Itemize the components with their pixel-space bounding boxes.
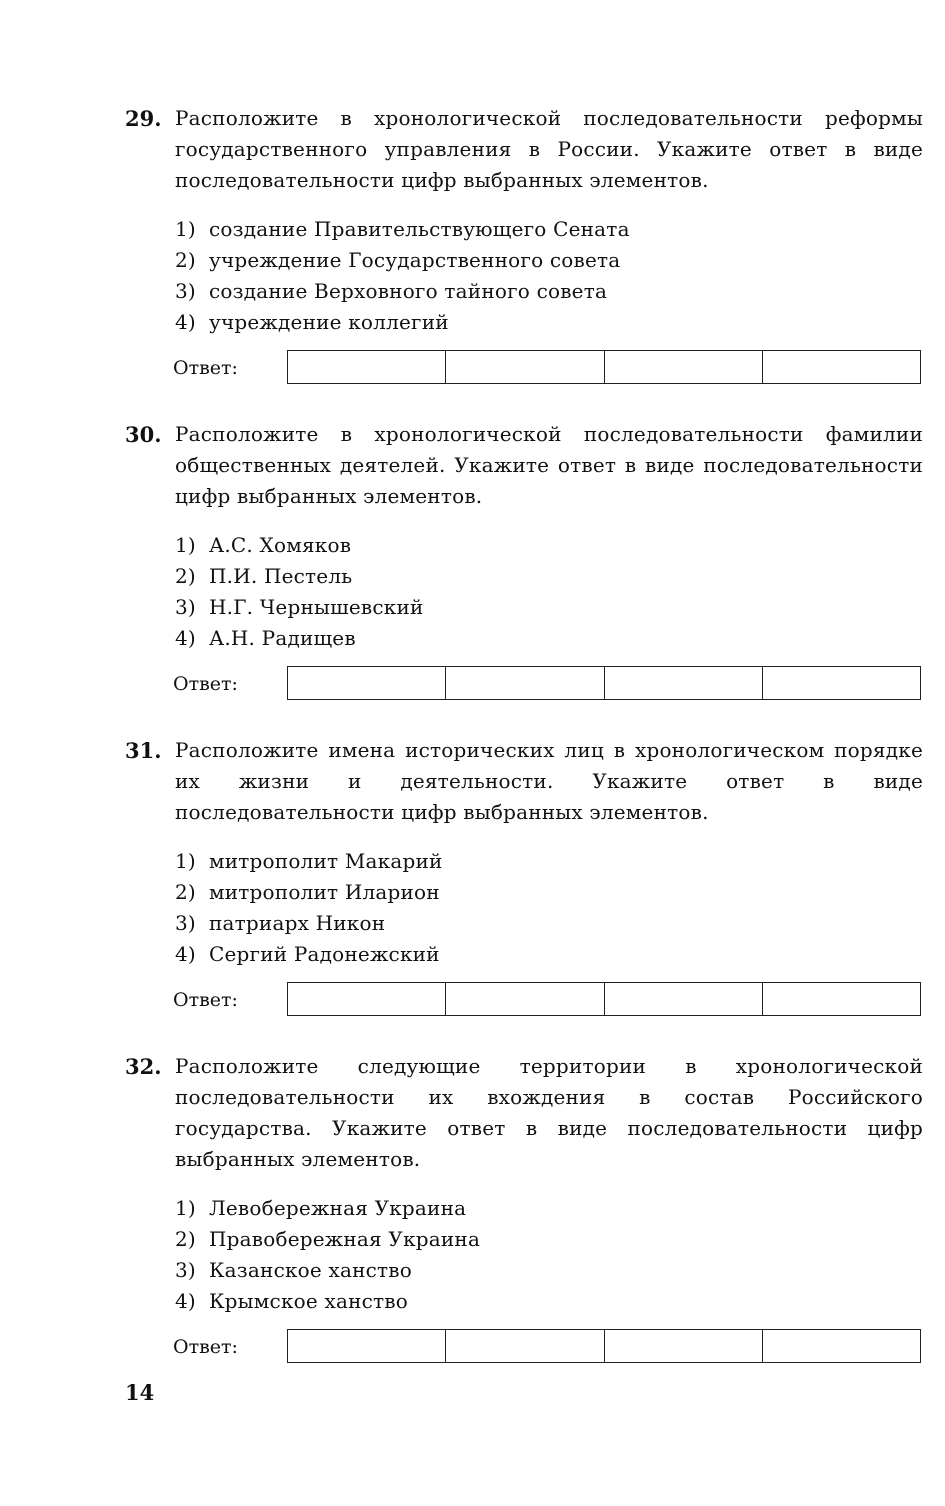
option-item — [175, 561, 923, 592]
question-text: Расположите в хронологической последовательности реформы государственного управления в России. Укажите ответ в виде последовательности цифр выбранных элементов. — [175, 106, 923, 192]
answer-cell[interactable] — [446, 351, 604, 383]
option-text: А.С. Хомяков — [209, 533, 352, 557]
option-text: патриарх Никон — [209, 911, 386, 935]
options-list — [175, 214, 923, 338]
question-text: Расположите имена исторических лиц в хронологическом порядке их жизни и деятельности. Укажите ответ в виде последовательности цифр выбранных элементов. — [175, 738, 923, 824]
answer-cell[interactable] — [605, 667, 763, 699]
answer-row — [173, 666, 923, 702]
option-item — [175, 1255, 923, 1286]
option-item — [175, 276, 923, 307]
option-item — [175, 939, 923, 970]
option-number: 2) — [175, 1227, 196, 1251]
option-number: 1) — [175, 849, 196, 873]
option-number: 1) — [175, 217, 196, 241]
option-number: 3) — [175, 595, 196, 619]
option-text: создание Верховного тайного совета — [209, 279, 608, 303]
answer-boxes — [287, 350, 921, 384]
answer-label: Ответ: — [173, 357, 238, 379]
answer-cell[interactable] — [288, 983, 446, 1015]
question-29 — [125, 103, 923, 386]
answer-cell[interactable] — [288, 667, 446, 699]
option-number: 1) — [175, 1196, 196, 1220]
option-text: Казанское ханство — [209, 1258, 412, 1282]
option-text: митрополит Макарий — [209, 849, 443, 873]
answer-cell[interactable] — [446, 1330, 604, 1362]
option-item — [175, 214, 923, 245]
option-number: 4) — [175, 942, 196, 966]
answer-row — [173, 982, 923, 1018]
option-number: 2) — [175, 248, 196, 272]
option-text: Сергий Радонежский — [209, 942, 440, 966]
option-item — [175, 846, 923, 877]
answer-cell[interactable] — [763, 351, 920, 383]
option-item — [175, 1193, 923, 1224]
option-text: создание Правительствующего Сената — [209, 217, 630, 241]
option-item — [175, 245, 923, 276]
answer-row — [173, 1329, 923, 1365]
answer-label: Ответ: — [173, 1336, 238, 1358]
options-list — [175, 530, 923, 654]
option-text: учреждение Государственного совета — [209, 248, 621, 272]
option-item — [175, 530, 923, 561]
option-number: 4) — [175, 626, 196, 650]
options-list — [175, 846, 923, 970]
option-text: А.Н. Радищев — [209, 626, 356, 650]
option-item — [175, 592, 923, 623]
question-number: 32. — [125, 1054, 162, 1079]
option-text: учреждение коллегий — [209, 310, 449, 334]
question-31 — [125, 735, 923, 1018]
answer-cell[interactable] — [763, 983, 920, 1015]
answer-row — [173, 350, 923, 386]
option-text: Левобережная Украина — [209, 1196, 467, 1220]
option-number: 3) — [175, 1258, 196, 1282]
question-text: Расположите следующие территории в хронологической последовательности их вхождения в состав Российского государства. Укажите ответ в виде последовательности цифр выбранных элементов. — [175, 1054, 923, 1171]
question-number: 30. — [125, 422, 162, 447]
answer-cell[interactable] — [446, 983, 604, 1015]
option-item — [175, 307, 923, 338]
option-text: Крымское ханство — [209, 1289, 408, 1313]
option-number: 3) — [175, 279, 196, 303]
page-number: 14 — [125, 1380, 155, 1405]
question-text: Расположите в хронологической последовательности фамилии общественных деятелей. Укажите ответ в виде последовательности цифр выбранных элементов. — [175, 422, 923, 508]
option-text: П.И. Пестель — [209, 564, 353, 588]
question-number: 31. — [125, 738, 162, 763]
option-item — [175, 1286, 923, 1317]
option-text: митрополит Иларион — [209, 880, 440, 904]
answer-boxes — [287, 1329, 921, 1363]
option-item — [175, 1224, 923, 1255]
answer-cell[interactable] — [288, 351, 446, 383]
option-number: 3) — [175, 911, 196, 935]
answer-cell[interactable] — [605, 351, 763, 383]
answer-cell[interactable] — [605, 983, 763, 1015]
option-item — [175, 623, 923, 654]
answer-cell[interactable] — [446, 667, 604, 699]
answer-cell[interactable] — [288, 1330, 446, 1362]
options-list — [175, 1193, 923, 1317]
question-30 — [125, 419, 923, 702]
option-item — [175, 877, 923, 908]
option-number: 1) — [175, 533, 196, 557]
answer-boxes — [287, 982, 921, 1016]
answer-cell[interactable] — [763, 667, 920, 699]
answer-cell[interactable] — [763, 1330, 920, 1362]
option-text: Н.Г. Чернышевский — [209, 595, 424, 619]
answer-label: Ответ: — [173, 673, 238, 695]
answer-boxes — [287, 666, 921, 700]
answer-cell[interactable] — [605, 1330, 763, 1362]
answer-label: Ответ: — [173, 989, 238, 1011]
option-number: 4) — [175, 1289, 196, 1313]
option-text: Правобережная Украина — [209, 1227, 481, 1251]
option-number: 2) — [175, 564, 196, 588]
option-number: 2) — [175, 880, 196, 904]
option-item — [175, 908, 923, 939]
question-32 — [125, 1051, 923, 1365]
question-number: 29. — [125, 106, 162, 131]
option-number: 4) — [175, 310, 196, 334]
